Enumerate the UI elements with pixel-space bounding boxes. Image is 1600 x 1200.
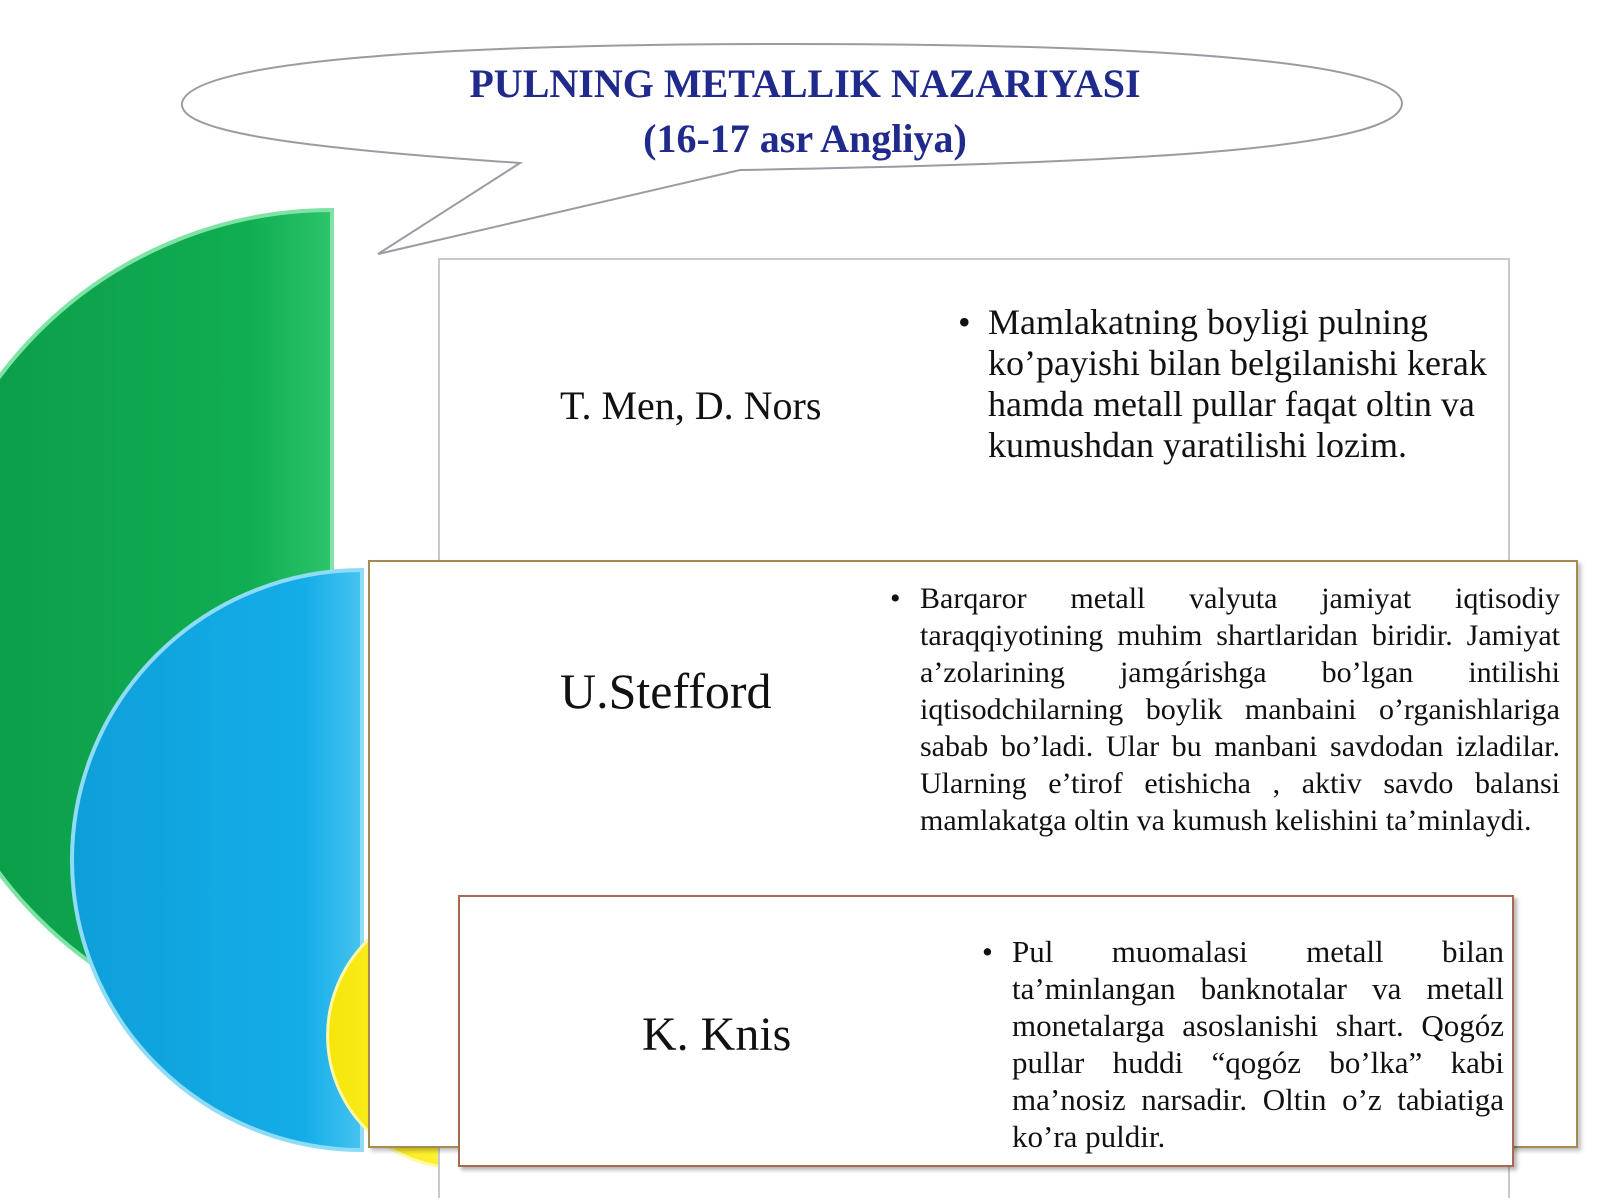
entry-name: T. Men, D. Nors [560,383,822,428]
entry-box-knis [458,895,1514,1167]
page-title [190,56,1420,166]
entry-name: U.Stefford [560,663,772,719]
entry-description-text: Mamlakatning boyligi pulning ko’payishi bilan belgilanishi kerak hamda metall pullar faqat oltin va kumushdan yaratilishi lozim. [988,302,1487,465]
title-line-2: (16-17 asr Angliya) [643,116,967,161]
bullet-icon: • [982,934,993,969]
entry-description [982,933,1504,1155]
title-line-1: PULNING METALLIK NAZARIYASI [469,61,1141,106]
entry-description-text: Barqaror metall valyuta jamiyat iqtisodiy taraqqiyotining muhim shartlaridan biridir. Jamiyat a’zolarining jamgárishga bo’lgan intilishi iqtisodchilarning boylik manbaini o’rganishlariga sabab bo’ladi. Ular bu manbani savdodan izladilar. Ularning e’tirof etishicha , aktiv savdo balansi mamlakatga oltin va kumush kelishini ta’minlaydi. [920,582,1560,837]
entry-description-text: Pul muomalasi metall bilan ta’minlangan banknotalar va metall monetalarga asoslanishi shart. Qogóz pullar huddi “qogóz bo’lka” kabi ma’nosiz narsadir. Oltin o’z tabiatiga ko’ra puldir. [1012,934,1504,1154]
entry-name: K. Knis [642,1008,792,1061]
bullet-icon: • [958,302,971,342]
bullet-icon: • [890,582,901,615]
entry-description [890,580,1560,839]
entry-description [958,302,1516,466]
